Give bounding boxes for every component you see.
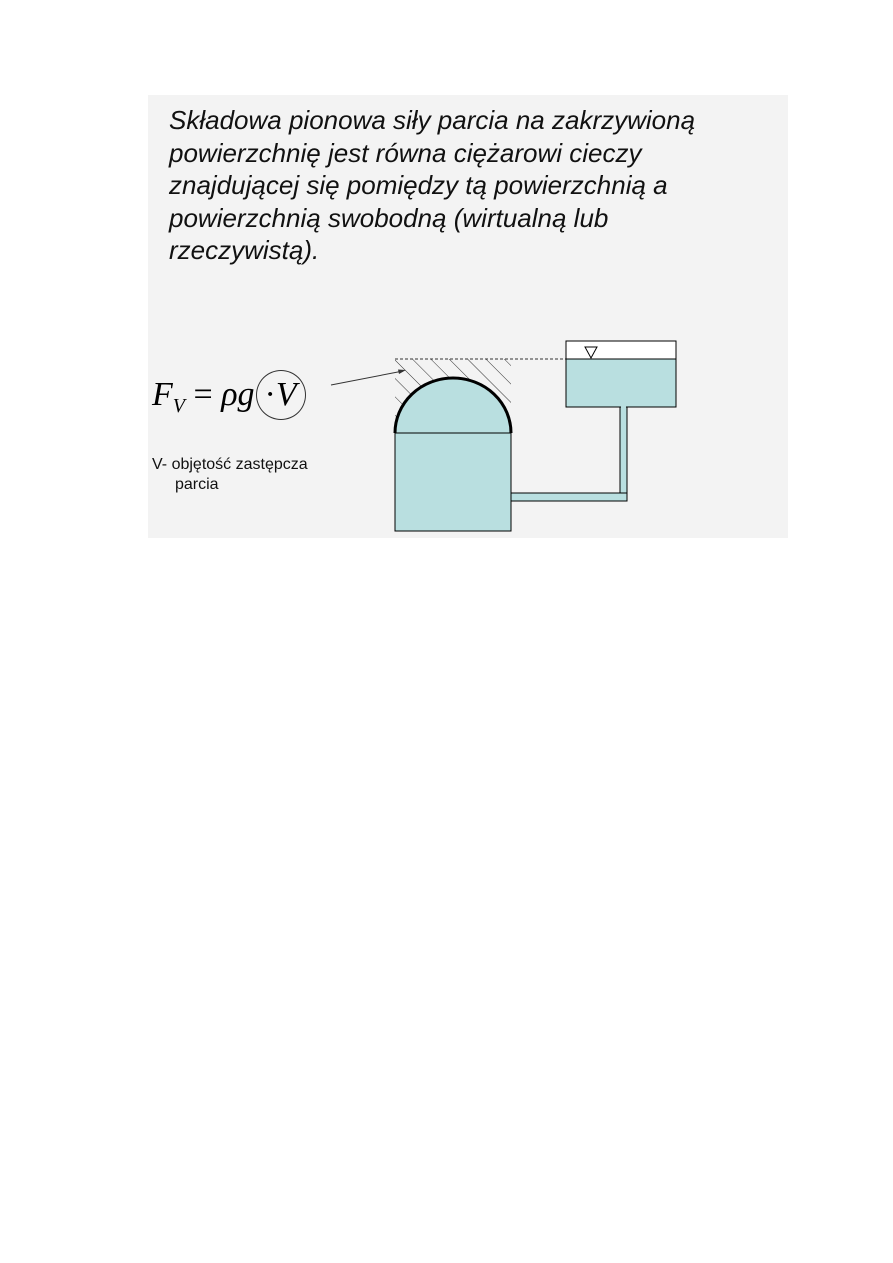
rho-g-term: ρg: [221, 376, 255, 413]
slide: [148, 95, 788, 538]
pointer-line: [331, 371, 403, 385]
statement-line: Składowa pionowa siły parcia na zakrzywioną: [169, 105, 696, 135]
caption-line-1: V- objętość zastępcza: [152, 456, 308, 473]
vertical-pipe: [620, 407, 627, 501]
equals-sign: =: [193, 376, 213, 413]
force-subscript: V: [172, 395, 185, 417]
statement-line: powierzchnię jest równa ciężarowi cieczy: [169, 137, 642, 168]
dot-operator: ·: [264, 376, 276, 413]
main-tank: [395, 378, 511, 531]
reservoir-outline: [566, 341, 676, 407]
triangle-down-icon: [585, 347, 597, 358]
statement-line: rzeczywistą).: [169, 235, 320, 265]
volume-symbol: V: [275, 376, 297, 413]
force-symbol: F: [152, 376, 173, 413]
pointer-arrowhead: [398, 370, 406, 375]
statement-line: powierzchnią swobodną (wirtualną lub: [169, 202, 609, 233]
statement-text: [169, 104, 784, 267]
volume-circle: [256, 370, 306, 420]
curved-surface-arc: [395, 378, 511, 433]
caption-line-2: parcia: [175, 476, 219, 493]
volume-caption: [152, 455, 308, 495]
virtual-volume-hatch: [395, 359, 511, 433]
vertical-force-formula: [152, 370, 306, 420]
reservoir-liquid: [566, 359, 676, 407]
horizontal-pipe: [511, 493, 627, 501]
statement-line: znajdującej się pomiędzy tą powierzchnią a: [169, 170, 668, 200]
